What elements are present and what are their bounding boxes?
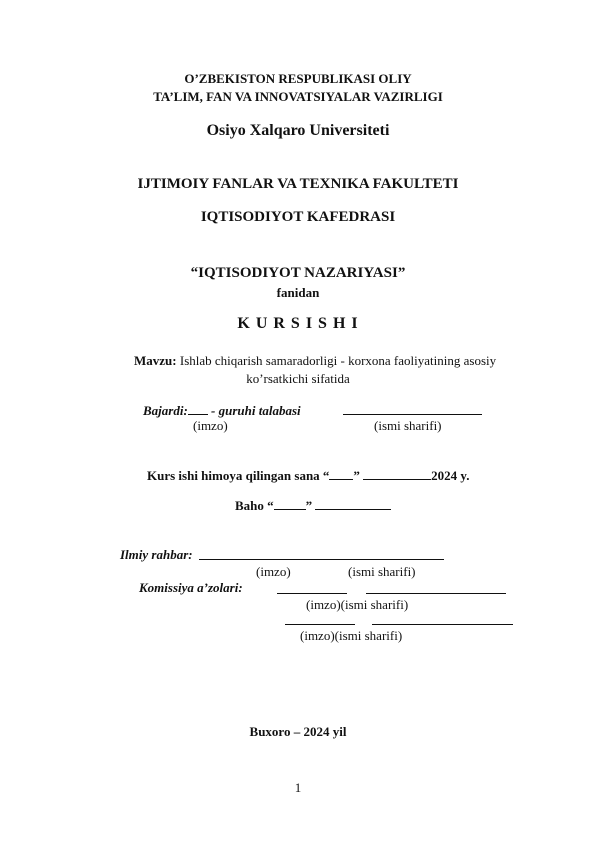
ministry-line-2: TA’LIM, FAN VA INNOVATSIYALAR VAZIRLIGI bbox=[153, 89, 443, 104]
university-name: Osiyo Xalqaro Universiteti bbox=[206, 122, 390, 139]
work-type-heading: K U R S I S H I bbox=[237, 315, 359, 332]
faculty-name: IJTIMOIY FANLAR VA TEXNIKA FAKULTETI bbox=[137, 176, 459, 192]
defense-text-mid: ” bbox=[353, 468, 360, 483]
subject-title: “IQTISODIYOT NAZARIYASI” bbox=[190, 265, 406, 281]
performer-name-hint: (ismi sharifi) bbox=[374, 418, 442, 433]
ministry-line-1: O’ZBEKISTON RESPUBLIKASI OLIY bbox=[184, 71, 412, 86]
commission-sign-line-2 bbox=[285, 624, 355, 625]
defense-text-end: 2024 y. bbox=[431, 468, 470, 483]
grade-close: ” bbox=[305, 498, 313, 513]
page-number: 1 bbox=[294, 780, 302, 795]
performer-imzo-hint: (imzo) bbox=[193, 418, 228, 433]
commission-name-line-2 bbox=[372, 624, 513, 625]
commission-sign-line-1 bbox=[277, 593, 347, 594]
supervisor-label: Ilmiy rahbar: bbox=[120, 547, 193, 562]
defense-day-blank bbox=[329, 467, 353, 480]
grade-word-blank bbox=[315, 497, 391, 510]
topic-text-1: Ishlab chiqarish samaradorligi - korxona faoliyatining asosiy bbox=[179, 353, 497, 368]
defense-month-blank bbox=[363, 467, 431, 480]
topic-line-2: ko’rsatkichi sifatida bbox=[246, 371, 350, 386]
defense-text-start: Kurs ishi himoya qilingan sana “ bbox=[147, 468, 330, 483]
commission-label: Komissiya a’zolari: bbox=[139, 580, 243, 595]
performer-group-text: - guruhi talabasi bbox=[211, 403, 301, 418]
supervisor-line bbox=[199, 559, 444, 560]
topic-label: Mavzu: bbox=[134, 353, 177, 368]
commission-name-line-1 bbox=[366, 593, 506, 594]
performer-label: Bajardi: bbox=[143, 403, 188, 418]
grade-score-blank bbox=[274, 497, 306, 510]
commission-hint-1: (imzo)(ismi sharifi) bbox=[306, 597, 409, 612]
performer-row bbox=[143, 402, 301, 419]
defense-date-row bbox=[147, 467, 469, 484]
place-year: Buxoro – 2024 yil bbox=[249, 724, 347, 739]
commission-hint-2: (imzo)(ismi sharifi) bbox=[300, 628, 403, 643]
performer-name-line bbox=[343, 414, 482, 415]
group-number-blank bbox=[188, 402, 208, 415]
grade-label: Baho “ bbox=[235, 498, 274, 513]
department-name: IQTISODIYOT KAFEDRASI bbox=[200, 209, 396, 225]
supervisor-imzo-hint: (imzo) bbox=[256, 564, 291, 579]
topic-line-1 bbox=[134, 353, 496, 369]
grade-row bbox=[235, 497, 391, 514]
supervisor-name-hint: (ismi sharifi) bbox=[348, 564, 416, 579]
subject-suffix: fanidan bbox=[276, 285, 320, 300]
